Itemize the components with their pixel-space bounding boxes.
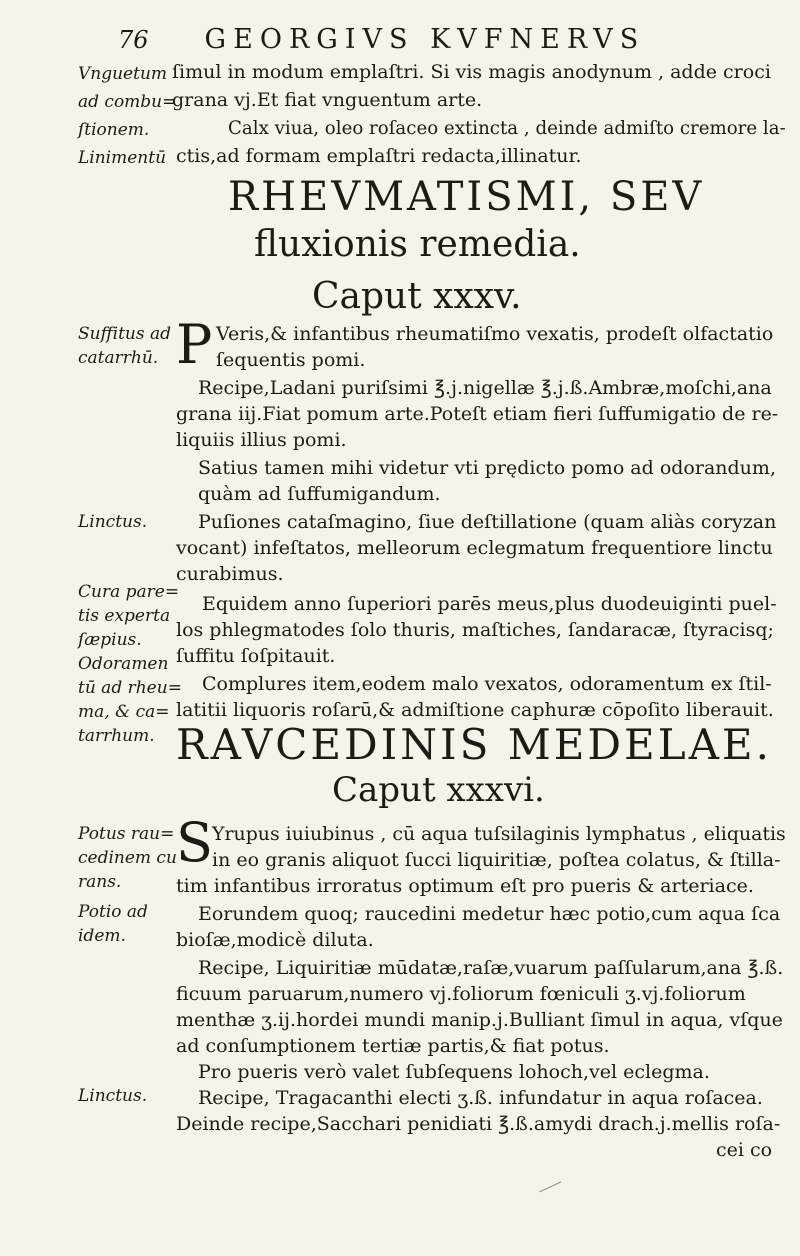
text-line: latitii liquoris roſarū,& admiſtione caphuræ cōpoſito liberauit.: [176, 699, 774, 721]
text-line: ſequentis pomi.: [216, 349, 366, 371]
running-title: GEORGIVS KVFNERVS: [204, 24, 646, 55]
margin-note: Potus rau=: [78, 824, 175, 844]
text-line: vocant) infeſtatos, melleorum eclegmatum frequentiore linctu: [176, 537, 773, 559]
text-line: ad conſumptionem tertiæ partis,& fiat potus.: [176, 1035, 610, 1057]
margin-note: ad combu=: [78, 92, 177, 112]
margin-note: Vnguetum: [78, 64, 168, 84]
margin-note: Linctus.: [78, 1086, 148, 1106]
margin-note: Cura pare=: [78, 582, 180, 602]
text-line: Recipe, Tragacanthi electi ʒ.ß. infundatur in aqua roſacea.: [198, 1087, 763, 1109]
text-line: Eorundem quoq; raucedini medetur hæc potio,cum aqua ſca: [198, 903, 781, 925]
text-line: Complures item,eodem malo vexatos, odoramentum ex ſtil-: [202, 673, 772, 695]
text-line: ſuffitu ſoſpitauit.: [176, 645, 336, 667]
text-line: Equidem anno ſuperiori parēs meus,plus duodeuiginti puel-: [202, 593, 777, 615]
margin-note: Linctus.: [78, 512, 148, 532]
text-line: Recipe, Liquiritiæ mūdatæ,raſæ,vuarum paſſularum,ana ℥.ß.: [198, 957, 784, 979]
margin-note: Potio ad: [78, 902, 148, 922]
text-line: los phlegmatodes ſolo thuris, maſtiches, ſandaracæ, ſtyracisq;: [176, 619, 774, 641]
text-line: Yrupus iuiubinus , cū aqua tuſsilaginis lymphatus , eliquatis: [212, 823, 786, 845]
text-line: Calx viua, oleo roſaceo extincta , deinde admiſto cremore la-: [228, 117, 786, 139]
margin-note: ſtionem.: [78, 120, 150, 140]
drop-cap: P: [176, 313, 213, 376]
margin-note: Suffitus ad: [78, 324, 172, 344]
text-line: tim infantibus irroratus optimum eſt pro pueris & arteriace.: [176, 875, 754, 897]
text-line: Veris,& infantibus rheumatiſmo vexatis, prodeſt olfactatio: [216, 323, 774, 345]
text-line: ficuum paruarum,numero vj.foliorum fœniculi ʒ.vj.foliorum: [176, 983, 746, 1005]
text-line: ctis,ad formam emplaſtri redacta,illinatur.: [176, 145, 582, 167]
section-subtitle: fluxionis remedia.: [254, 224, 581, 265]
margin-note: ma, & ca=: [78, 702, 170, 722]
chapter-heading: Caput xxxv.: [312, 276, 522, 317]
text-line: grana vj.Et fiat vnguentum arte.: [172, 89, 483, 111]
margin-note: cedinem cu: [78, 848, 177, 868]
margin-note: Linimentū: [78, 148, 167, 168]
margin-note: rans.: [78, 872, 122, 892]
text-line: Puſiones cataſmagino, ſiue deſtillatione (quam aliàs coryzan: [198, 511, 777, 533]
text-line: quàm ad ſuffumigandum.: [198, 483, 441, 505]
drop-cap: S: [176, 811, 213, 874]
text-line: Recipe,Ladani puriſsimi ℥.j.nigellæ ℥.j.ß.Ambræ,moſchi,ana: [198, 377, 772, 399]
text-line: bioſæ,modicè diluta.: [176, 929, 374, 951]
margin-note: ſæpius.: [78, 630, 142, 650]
margin-note: tū ad rheu=: [78, 678, 182, 698]
text-line: Pro pueris verò valet ſubſequens lohoch,vel eclegma.: [198, 1061, 710, 1083]
margin-note: idem.: [78, 926, 126, 946]
text-line: Satius tamen mihi videtur vti prędicto pomo ad odorandum,: [198, 457, 776, 479]
margin-note: Odoramen: [78, 654, 169, 674]
section-title: RHEVMATISMI, SEV: [228, 174, 705, 220]
printer-mark: [539, 1181, 565, 1199]
text-line: ſimul in modum emplaſtri. Si vis magis anodynum , adde croci: [172, 61, 771, 83]
chapter-heading: Caput xxxvi.: [332, 770, 545, 810]
catchword: cei co: [716, 1139, 773, 1161]
text-line: Deinde recipe,Sacchari penidiati ℥.ß.amydi drach.j.mellis roſa-: [176, 1113, 781, 1135]
page-number: 76: [118, 26, 149, 54]
margin-note: tis experta: [78, 606, 171, 626]
text-line: menthæ ʒ.ij.hordei mundi manip.j.Bulliant ſimul in aqua, vſque: [176, 1009, 783, 1031]
text-line: grana iij.Fiat pomum arte.Poteſt etiam fieri ſuffumigatio de re-: [176, 403, 779, 425]
section-title: RAVCEDINIS MEDELAE.: [176, 720, 772, 769]
margin-note: tarrhum.: [78, 726, 155, 746]
text-line: liquiis illius pomi.: [176, 429, 347, 451]
margin-note: catarrhū.: [78, 348, 159, 368]
text-line: curabimus.: [176, 563, 284, 585]
text-line: in eo granis aliquot ſucci liquiritiæ, poſtea colatus, & ſtilla-: [212, 849, 781, 871]
running-header: [118, 24, 718, 55]
